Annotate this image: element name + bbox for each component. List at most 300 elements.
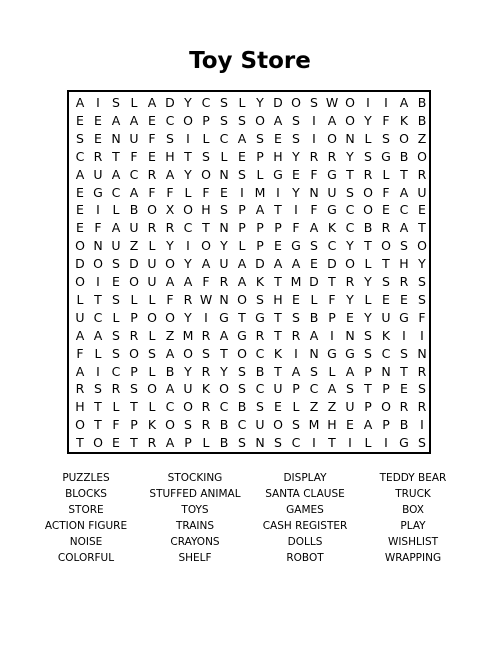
grid-letter: E	[274, 130, 282, 146]
grid-letter: F	[328, 291, 336, 307]
grid-letter: N	[111, 130, 121, 146]
grid-letter: S	[238, 166, 246, 182]
page-title: Toy Store	[189, 48, 311, 74]
grid-letter: S	[256, 130, 264, 146]
grid-letter: R	[345, 274, 355, 289]
word-list-item: PUZZLES	[62, 472, 110, 484]
grid-letter: S	[292, 417, 300, 433]
grid-letter: I	[330, 327, 334, 343]
grid-letter: H	[399, 256, 409, 272]
grid-letter: K	[381, 327, 391, 343]
grid-letter: D	[327, 256, 337, 272]
grid-letter: T	[328, 274, 336, 289]
grid-letter: A	[237, 130, 247, 146]
grid-letter: N	[219, 166, 229, 182]
grid-row	[69, 399, 429, 416]
grid-letter: K	[147, 417, 157, 433]
word-list-item: COLORFUL	[57, 552, 115, 564]
grid-letter: C	[129, 166, 139, 182]
grid-letter: R	[165, 220, 175, 236]
grid-letter: P	[292, 381, 300, 397]
grid-letter: L	[310, 291, 318, 307]
grid-letter: T	[130, 435, 138, 451]
grid-letter: E	[94, 112, 102, 128]
grid-letter: U	[327, 184, 337, 200]
grid-letter: O	[237, 345, 247, 361]
grid-letter: I	[402, 327, 406, 343]
grid-letter: A	[111, 166, 121, 182]
grid-letter: S	[112, 291, 120, 307]
grid-letter: O	[237, 291, 247, 307]
grid-letter: A	[363, 417, 373, 433]
grid-letter: G	[291, 238, 301, 254]
grid-letter: E	[274, 238, 282, 254]
grid-letter: S	[220, 112, 228, 128]
grid-letter: R	[219, 274, 229, 289]
grid-letter: S	[166, 130, 174, 146]
grid-letter: P	[256, 220, 264, 236]
word-list-item: DOLLS	[287, 536, 323, 548]
word-list-item: BOX	[402, 504, 424, 516]
grid-letter: L	[184, 184, 192, 200]
grid-letter: R	[201, 363, 211, 379]
grid-letter: R	[255, 327, 265, 343]
grid-letter: K	[327, 220, 337, 236]
grid-letter: U	[381, 309, 391, 325]
grid-letter: E	[382, 291, 390, 307]
grid-row	[69, 113, 429, 130]
grid-letter: I	[96, 202, 100, 218]
grid-letter: P	[274, 220, 282, 236]
grid-row	[69, 417, 429, 434]
grid-letter: M	[182, 327, 194, 343]
grid-letter: S	[310, 238, 318, 254]
grid-letter: F	[202, 274, 210, 289]
grid-letter: D	[165, 95, 175, 110]
grid-letter: S	[418, 435, 426, 451]
grid-letter: Y	[346, 148, 354, 164]
grid-letter: H	[75, 399, 85, 415]
grid-letter: L	[364, 291, 372, 307]
grid-letter: L	[364, 256, 372, 272]
grid-letter: S	[400, 238, 408, 254]
grid-letter: A	[399, 220, 409, 236]
grid-letter: R	[147, 220, 157, 236]
grid-letter: T	[94, 399, 102, 415]
grid-letter: Y	[364, 112, 372, 128]
grid-letter: S	[238, 112, 246, 128]
grid-letter: A	[237, 274, 247, 289]
grid-letter: Y	[184, 309, 192, 325]
grid-letter: I	[384, 435, 388, 451]
grid-letter: T	[274, 274, 282, 289]
grid-letter: W	[325, 95, 339, 110]
grid-letter: C	[201, 95, 211, 110]
grid-letter: G	[399, 309, 409, 325]
grid-letter: T	[130, 399, 138, 415]
grid-letter: R	[291, 327, 301, 343]
grid-letter: I	[186, 238, 190, 254]
grid-letter: R	[201, 327, 211, 343]
grid-letter: R	[399, 274, 409, 289]
grid-letter: O	[417, 148, 427, 164]
grid-letter: R	[147, 166, 157, 182]
grid-letter: O	[129, 274, 139, 289]
grid-letter: N	[381, 363, 391, 379]
word-list-item: CASH REGISTER	[262, 520, 348, 532]
grid-letter: P	[130, 417, 138, 433]
grid-letter: S	[310, 95, 318, 110]
grid-letter: O	[417, 238, 427, 254]
grid-letter: L	[364, 435, 372, 451]
grid-letter: A	[291, 363, 301, 379]
grid-letter: O	[345, 256, 355, 272]
grid-letter: S	[238, 381, 246, 397]
grid-letter: I	[312, 130, 316, 146]
grid-letter: R	[201, 417, 211, 433]
grid-letter: F	[292, 220, 300, 236]
grid-letter: O	[93, 435, 103, 451]
grid-letter: O	[183, 112, 193, 128]
grid-letter: G	[399, 435, 409, 451]
grid-letter: A	[147, 95, 157, 110]
grid-letter: X	[165, 202, 175, 218]
grid-letter: T	[364, 381, 372, 397]
grid-letter: L	[364, 130, 372, 146]
grid-row	[69, 185, 429, 202]
grid-letter: E	[76, 184, 84, 200]
grid-letter: L	[148, 291, 156, 307]
grid-letter: O	[291, 95, 301, 110]
grid-letter: F	[76, 345, 84, 361]
grid-letter: L	[148, 399, 156, 415]
grid-letter: L	[202, 435, 210, 451]
grid-row	[69, 310, 429, 327]
grid-letter: P	[328, 309, 336, 325]
word-list-item: SANTA CLAUSE	[265, 488, 345, 500]
word-list-item: WRAPPING	[384, 552, 442, 564]
grid-letter: A	[93, 327, 103, 343]
grid-letter: C	[111, 363, 121, 379]
grid-letter: O	[219, 381, 229, 397]
grid-letter: O	[399, 130, 409, 146]
grid-letter: R	[147, 435, 157, 451]
grid-letter: I	[204, 309, 208, 325]
grid-letter: S	[310, 363, 318, 379]
grid-letter: P	[382, 417, 390, 433]
grid-letter: O	[363, 202, 373, 218]
grid-letter: M	[308, 417, 320, 433]
grid-letter: E	[94, 130, 102, 146]
grid-letter: B	[417, 112, 427, 128]
grid-letter: I	[294, 202, 298, 218]
grid-letter: L	[148, 238, 156, 254]
grid-letter: R	[75, 381, 85, 397]
grid-letter: A	[75, 166, 85, 182]
grid-letter: L	[148, 363, 156, 379]
grid-letter: A	[399, 95, 409, 110]
grid-letter: R	[327, 148, 337, 164]
grid-letter: U	[111, 238, 121, 254]
grid-letter: U	[75, 309, 85, 325]
grid-letter: S	[292, 130, 300, 146]
grid-letter: B	[309, 309, 319, 325]
grid-letter: L	[94, 345, 102, 361]
grid-row	[69, 149, 429, 166]
grid-letter: U	[129, 220, 139, 236]
grid-letter: Y	[166, 238, 174, 254]
grid-letter: E	[346, 309, 354, 325]
grid-row	[69, 381, 429, 398]
grid-letter: N	[345, 130, 355, 146]
grid-letter: U	[93, 166, 103, 182]
grid-letter: H	[273, 291, 283, 307]
grid-letter: M	[254, 184, 266, 200]
grid-letter: N	[345, 327, 355, 343]
grid-letter: O	[147, 381, 157, 397]
grid-letter: T	[274, 202, 282, 218]
grid-letter: S	[346, 184, 354, 200]
grid-letter: D	[255, 256, 265, 272]
grid-letter: Y	[418, 256, 426, 272]
grid-letter: L	[256, 166, 264, 182]
grid-letter: P	[256, 148, 264, 164]
grid-letter: A	[327, 381, 337, 397]
grid-letter: T	[346, 166, 354, 182]
grid-letter: N	[417, 345, 427, 361]
grid-letter: S	[400, 345, 408, 361]
grid-letter: Y	[346, 291, 354, 307]
grid-letter: O	[381, 238, 391, 254]
grid-letter: I	[294, 345, 298, 361]
grid-letter: S	[418, 381, 426, 397]
grid-letter: C	[255, 345, 265, 361]
grid-letter: S	[364, 327, 372, 343]
grid-letter: P	[130, 363, 138, 379]
grid-letter: B	[219, 435, 229, 451]
grid-letter: O	[183, 345, 193, 361]
grid-letter: G	[255, 309, 265, 325]
grid-letter: C	[219, 130, 229, 146]
grid-letter: Y	[184, 256, 192, 272]
grid-letter: R	[129, 327, 139, 343]
grid-letter: G	[93, 184, 103, 200]
grid-letter: S	[238, 435, 246, 451]
grid-row	[69, 95, 429, 112]
grid-letter: F	[148, 184, 156, 200]
grid-letter: A	[165, 274, 175, 289]
grid-letter: K	[399, 112, 409, 128]
grid-letter: P	[238, 220, 246, 236]
grid-letter: I	[312, 435, 316, 451]
grid-letter: T	[328, 435, 336, 451]
grid-row	[69, 292, 429, 309]
grid-letter: U	[273, 381, 283, 397]
grid-letter: H	[201, 202, 211, 218]
grid-row	[69, 274, 429, 291]
grid-letter: A	[75, 327, 85, 343]
grid-letter: D	[309, 274, 319, 289]
grid-letter: P	[130, 309, 138, 325]
word-column	[353, 470, 473, 566]
grid-letter: L	[112, 202, 120, 218]
grid-letter: K	[201, 381, 211, 397]
grid-letter: S	[184, 417, 192, 433]
grid-letter: Y	[184, 363, 192, 379]
grid-letter: F	[166, 291, 174, 307]
word-list-item: TOYS	[181, 504, 209, 516]
grid-letter: S	[202, 148, 210, 164]
word-list-item: TRAINS	[175, 520, 215, 532]
grid-letter: E	[148, 148, 156, 164]
grid-letter: F	[112, 417, 120, 433]
grid-letter: T	[112, 148, 120, 164]
grid-letter: Y	[184, 166, 192, 182]
grid-letter: O	[93, 256, 103, 272]
grid-letter: U	[345, 399, 355, 415]
grid-letter: O	[147, 202, 157, 218]
word-list-item: STORE	[68, 504, 104, 516]
grid-letter: L	[238, 95, 246, 110]
grid-letter: U	[219, 256, 229, 272]
grid-letter: S	[220, 202, 228, 218]
grid-letter: L	[328, 363, 336, 379]
grid-letter: F	[130, 148, 138, 164]
grid-letter: A	[201, 256, 211, 272]
grid-letter: O	[147, 309, 157, 325]
grid-letter: C	[309, 381, 319, 397]
grid-letter: R	[183, 291, 193, 307]
grid-letter: E	[220, 184, 228, 200]
grid-letter: O	[129, 345, 139, 361]
grid-letter: C	[381, 345, 391, 361]
grid-letter: C	[183, 220, 193, 236]
grid-letter: Y	[292, 184, 300, 200]
grid-letter: L	[76, 291, 84, 307]
grid-letter: U	[183, 381, 193, 397]
word-list-item: GAMES	[286, 504, 324, 516]
grid-letter: I	[96, 274, 100, 289]
grid-letter: P	[238, 202, 246, 218]
grid-row	[69, 328, 429, 345]
grid-letter: C	[399, 202, 409, 218]
grid-letter: A	[345, 363, 355, 379]
grid-letter: C	[75, 148, 85, 164]
grid-letter: T	[94, 291, 102, 307]
grid-letter: N	[219, 291, 229, 307]
grid-letter: S	[112, 327, 120, 343]
grid-letter: A	[309, 327, 319, 343]
grid-letter: A	[111, 112, 121, 128]
word-list-item: PLAY	[400, 520, 426, 532]
grid-letter: Y	[220, 238, 228, 254]
grid-letter: I	[312, 112, 316, 128]
grid-letter: O	[345, 95, 355, 110]
grid-letter: E	[76, 220, 84, 236]
grid-letter: C	[255, 381, 265, 397]
grid-letter: Z	[417, 130, 427, 146]
word-list-item: TRUCK	[395, 488, 431, 500]
grid-row	[69, 167, 429, 184]
word-list-item: NOISE	[69, 536, 103, 548]
word-column	[26, 470, 146, 566]
grid-letter: E	[346, 417, 354, 433]
word-list-item: SHELF	[178, 552, 212, 564]
grid-row	[69, 346, 429, 363]
grid-letter: C	[93, 309, 103, 325]
grid-letter: G	[237, 327, 247, 343]
grid-letter: T	[94, 417, 102, 433]
grid-letter: A	[255, 202, 265, 218]
grid-letter: E	[112, 435, 120, 451]
grid-row	[69, 131, 429, 148]
grid-letter: Y	[220, 363, 228, 379]
grid-letter: G	[219, 309, 229, 325]
grid-letter: S	[256, 399, 264, 415]
grid-letter: B	[129, 202, 139, 218]
grid-letter: A	[273, 112, 283, 128]
grid-letter: H	[165, 148, 175, 164]
grid-letter: A	[327, 112, 337, 128]
grid-letter: F	[310, 166, 318, 182]
grid-letter: C	[237, 417, 247, 433]
grid-letter: A	[165, 435, 175, 451]
grid-letter: U	[255, 417, 265, 433]
grid-letter: I	[366, 95, 370, 110]
grid-letter: B	[399, 148, 409, 164]
grid-letter: O	[381, 399, 391, 415]
grid-letter: C	[165, 112, 175, 128]
grid-letter: E	[238, 148, 246, 164]
grid-letter: A	[111, 220, 121, 236]
word-list-item: TEDDY BEAR	[379, 472, 447, 484]
grid-letter: R	[363, 166, 373, 182]
grid-letter: T	[418, 220, 426, 236]
grid-letter: F	[310, 202, 318, 218]
grid-letter: I	[276, 184, 280, 200]
grid-letter: L	[238, 238, 246, 254]
grid-letter: O	[327, 130, 337, 146]
grid-letter: O	[183, 202, 193, 218]
grid-letter: S	[364, 148, 372, 164]
grid-letter: E	[382, 202, 390, 218]
grid-letter: S	[238, 363, 246, 379]
grid-letter: W	[199, 291, 213, 307]
grid-letter: A	[75, 363, 85, 379]
grid-letter: Y	[364, 274, 372, 289]
grid-letter: S	[112, 95, 120, 110]
grid-letter: S	[346, 381, 354, 397]
grid-letter: I	[96, 95, 100, 110]
grid-letter: L	[112, 399, 120, 415]
grid-letter: P	[256, 238, 264, 254]
grid-letter: P	[202, 112, 210, 128]
grid-letter: A	[165, 381, 175, 397]
grid-letter: A	[237, 256, 247, 272]
grid-letter: T	[274, 309, 282, 325]
grid-letter: O	[363, 184, 373, 200]
grid-row	[69, 238, 429, 255]
grid-letter: S	[274, 435, 282, 451]
grid-letter: I	[420, 327, 424, 343]
grid-letter: L	[130, 291, 138, 307]
grid-letter: O	[183, 399, 193, 415]
grid-letter: D	[129, 256, 139, 272]
grid-letter: B	[219, 417, 229, 433]
grid-letter: O	[165, 256, 175, 272]
grid-letter: G	[327, 202, 337, 218]
grid-letter: S	[292, 309, 300, 325]
